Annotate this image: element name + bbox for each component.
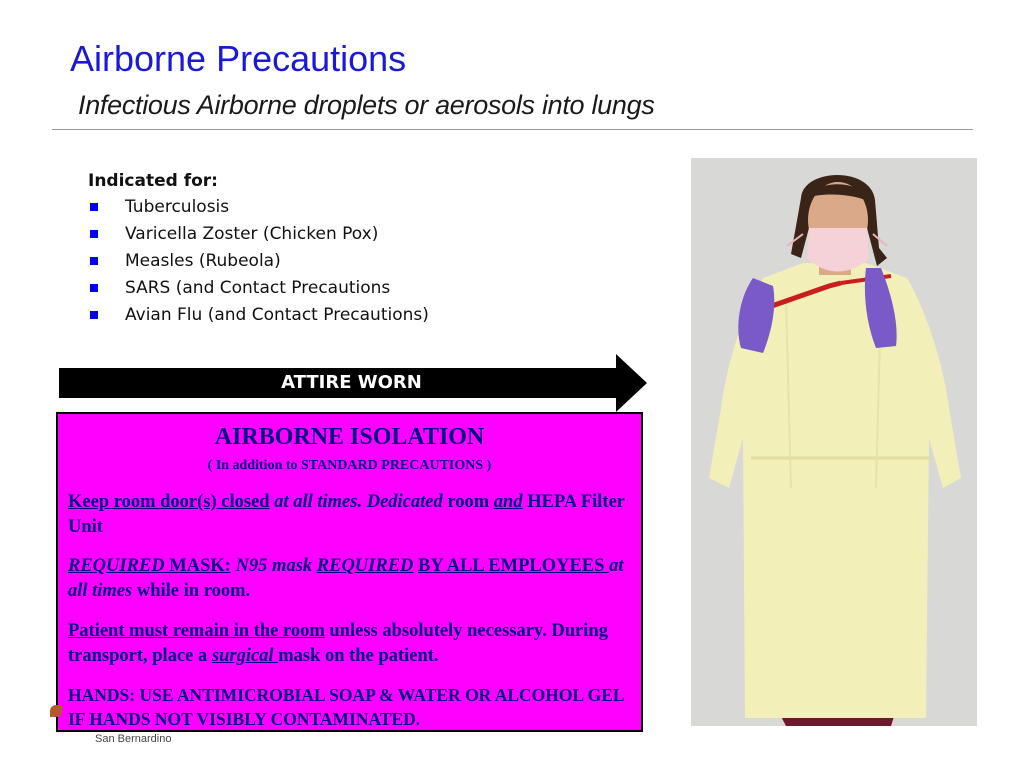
page-title: Airborne Precautions <box>70 38 407 79</box>
list-item: Varicella Zoster (Chicken Pox) <box>88 223 429 250</box>
bullet-icon <box>90 257 98 265</box>
bullet-icon <box>90 284 98 292</box>
hands-instruction: HANDS: USE ANTIMICROBIAL SOAP & WATER OR ALCOHOL GEL IF HANDS NOT VISIBLY CONTAMINATED. <box>68 685 624 729</box>
page-subtitle: Infectious Airborne droplets or aerosols into lungs <box>78 90 655 120</box>
attire-worn-label: ATTIRE WORN <box>281 372 422 393</box>
patient-instruction: Patient must remain in the room unless absolutely necessary. During transport, place a surgical mask on the patient. <box>68 621 608 666</box>
title-divider <box>52 129 973 130</box>
person-in-gown-mask-gloves-image <box>691 158 977 726</box>
bullet-icon <box>90 203 98 211</box>
footer-text: San Bernardino <box>95 733 172 745</box>
airborne-isolation-box <box>56 412 643 732</box>
indicated-list <box>88 196 429 331</box>
isolation-title: AIRBORNE ISOLATION <box>214 424 485 450</box>
door-instruction: Keep room door(s) closed at all times. Dedicated room and HEPA Filter Unit <box>68 492 625 537</box>
indicated-for-section <box>88 171 429 331</box>
indicated-heading: Indicated for: <box>88 171 218 191</box>
mask-instruction: REQUIRED MASK: N95 mask REQUIRED BY ALL EMPLOYEES at all times while in room. <box>68 556 624 601</box>
list-item: Measles (Rubeola) <box>88 250 429 277</box>
list-item: Tuberculosis <box>88 196 429 223</box>
list-item: SARS (and Contact Precautions <box>88 277 429 304</box>
list-item: Avian Flu (and Contact Precautions) <box>88 304 429 331</box>
bullet-icon <box>90 230 98 238</box>
logo-leaf-icon <box>50 705 62 717</box>
isolation-subtitle: ( In addition to STANDARD PRECAUTIONS ) <box>207 458 492 473</box>
bullet-icon <box>90 311 98 319</box>
